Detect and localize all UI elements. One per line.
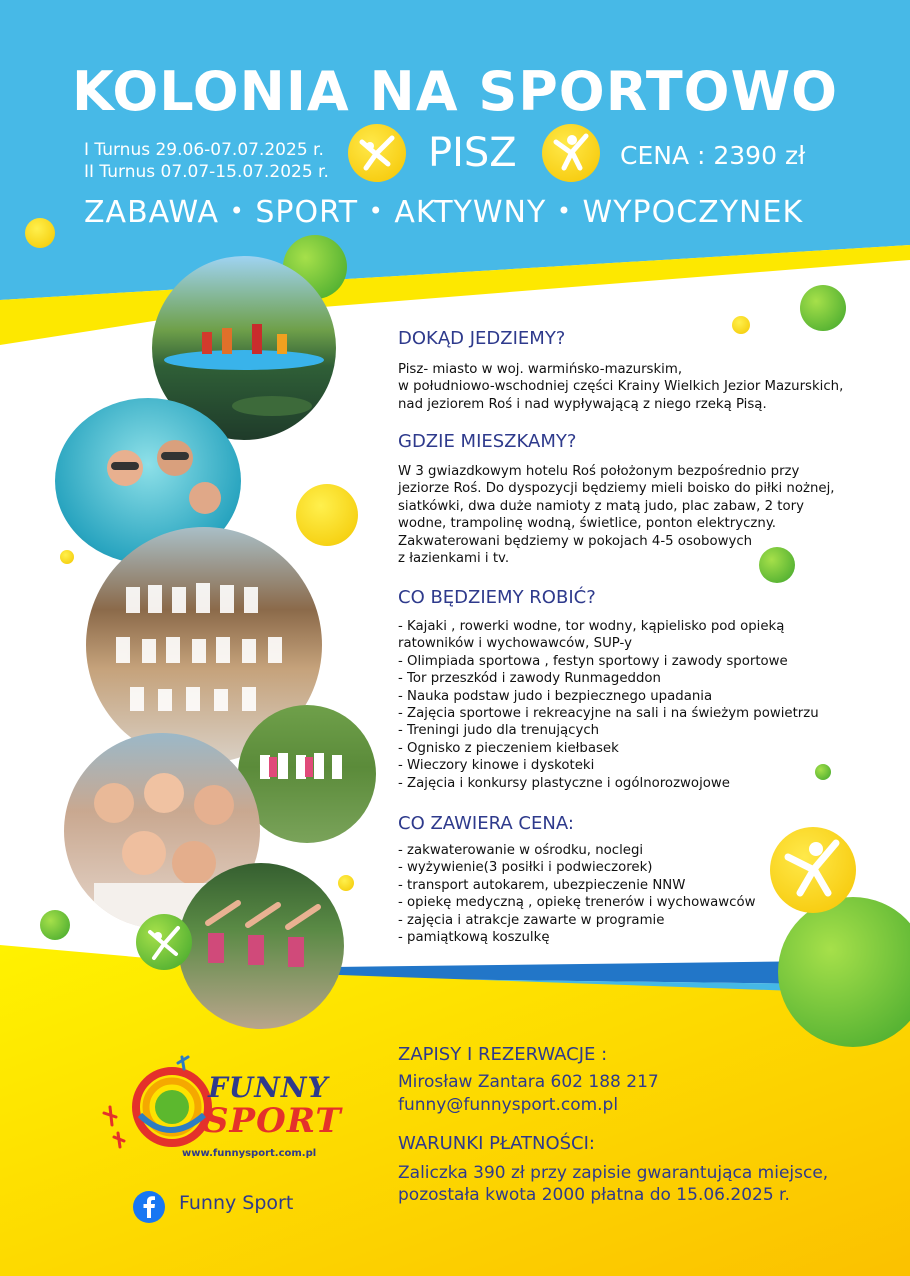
jumping-figure-icon <box>542 124 600 182</box>
sport-figure-green-badge <box>136 914 192 970</box>
yellow-ball <box>60 550 74 564</box>
section-text-cena: - zakwaterowanie w ośrodku, noclegi - wyżywienie(3 posiłki i podwieczorek) - transport autokarem, ubezpieczenie NNW - opiekę medyczną , opiekę trenerów i wychowawców - zajęcia i atrakcje zawarte w programie - pamiątkową koszulkę <box>398 843 756 946</box>
sport-figure-icon <box>136 914 192 970</box>
section-heading-gdzie: GDZIE MIESZKAMY? <box>398 431 577 452</box>
yellow-ball <box>25 218 55 248</box>
yellow-ball <box>296 484 358 546</box>
yellow-ball <box>338 875 354 891</box>
green-ball <box>800 285 846 331</box>
tagline-dot: • <box>229 197 245 225</box>
price-label: CENA : 2390 zł <box>620 141 806 170</box>
contact-email[interactable]: funny@funnysport.com.pl <box>398 1095 619 1115</box>
logo-line-2: SPORT <box>204 1101 342 1141</box>
section-heading-co-robic: CO BĘDZIEMY ROBIĆ? <box>398 587 596 608</box>
tagline-dot: • <box>368 197 384 225</box>
payment-line-2: pozostała kwota 2000 płatna do 15.06.2025 r. <box>398 1185 790 1205</box>
contact-heading: ZAPISY I REZERWACJE : <box>398 1044 608 1065</box>
section-text-gdzie: W 3 gwiazdkowym hotelu Roś położonym bezpośrednio przy jeziorze Roś. Do dyspozycji będziemy mieli boisko do piłki nożnej, siatkówki, dwa duże namioty z matą judo, plac zabaw, 2 tory wodne, trampolinę wodną, świetlice, ponton elektryczny. Zakwaterowani będziemy w pokojach 4-5 osobowych z łazienkami i tv. <box>398 464 835 567</box>
tagline <box>84 195 803 230</box>
green-ball <box>40 910 70 940</box>
page-title: KOLONIA NA SPORTOWO <box>71 60 839 123</box>
logo-url[interactable]: www.funnysport.com.pl <box>182 1148 317 1159</box>
tagline-word-1: ZABAWA <box>84 195 220 230</box>
logo-line-1: FUNNY <box>208 1071 329 1104</box>
turnus-2: II Turnus 07.07-15.07.2025 r. <box>84 162 329 182</box>
tagline-word-4: WYPOCZYNEK <box>582 195 804 230</box>
yellow-ball <box>732 316 750 334</box>
photo-dance-pose <box>178 863 344 1029</box>
sport-figure-icon <box>348 124 406 182</box>
tagline-word-3: AKTYWNY <box>394 195 547 230</box>
tagline-dot: • <box>556 197 572 225</box>
turnus-1: I Turnus 29.06-07.07.2025 r. <box>84 140 324 160</box>
payment-line-1: Zaliczka 390 zł przy zapisie gwarantująca miejsce, <box>398 1163 829 1183</box>
funny-sport-logo <box>100 1055 350 1165</box>
jumping-figure-yellow-badge <box>770 827 856 913</box>
payment-heading: WARUNKI PŁATNOŚCI: <box>398 1133 595 1154</box>
section-text-co-robic: - Kajaki , rowerki wodne, tor wodny, kąpielisko pod opieką ratowników i wychowawców, SUP-y - Olimpiada sportowa , festyn sportowy i zawody sportowe - Tor przeszkód i zawody Runmageddon - Nauka podstaw judo i bezpiecznego upadania - Zajęcia sportowe i rekreacyjne na sali i na świeżym powietrzu - Treningi judo dla trenujących - Ognisko z pieczeniem kiełbasek - Wieczory kinowe i dyskoteki - Zajęcia i konkursy plastyczne i ogólnorozwojowe <box>398 619 819 791</box>
facebook-icon[interactable] <box>133 1191 165 1223</box>
facebook-label[interactable]: Funny Sport <box>179 1192 294 1214</box>
contact-person: Mirosław Zantara 602 188 217 <box>398 1072 659 1092</box>
section-heading-cena: CO ZAWIERA CENA: <box>398 813 574 834</box>
jumping-figure-icon <box>770 827 856 913</box>
section-heading-dokad: DOKĄD JEDZIEMY? <box>398 328 566 349</box>
section-text-dokad: Pisz- miasto w woj. warmińsko-mazurskim, w południowo-wschodniej części Krainy Wielkich Jezior Mazurskich, nad jeziorem Roś i nad wypływającą z niego rzeką Pisą. <box>398 362 844 412</box>
tagline-word-2: SPORT <box>255 195 359 230</box>
city-name: PISZ <box>428 130 517 176</box>
